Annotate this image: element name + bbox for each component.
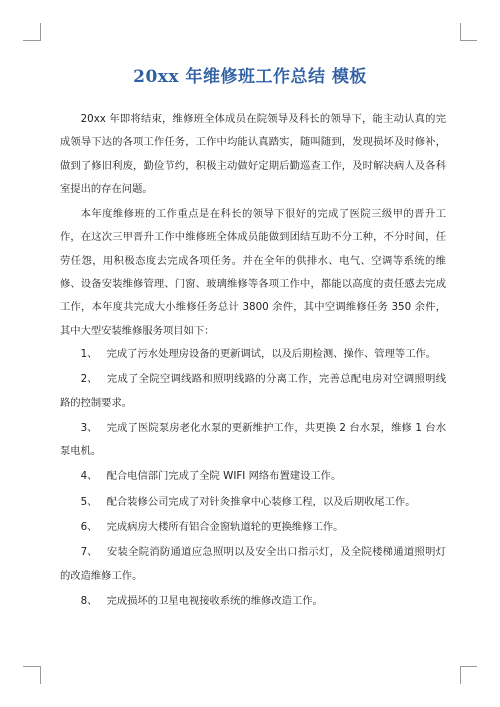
- crop-mark-top-left: [23, 40, 40, 41]
- list-item-text: 安装全院消防通道应急照明以及安全出口指示灯，及全院楼梯通道照明灯的改造维修工作。: [60, 546, 446, 582]
- list-item: [60, 491, 446, 514]
- list-item-number: 1、: [80, 347, 98, 360]
- list-item-text: 完成损坏的卫星电视接收系统的维修改造工作。: [106, 594, 323, 607]
- list-item: [60, 516, 446, 539]
- list-item-text: 完成了污水处理房设备的更新调试，以及后期检测、操作、管理等工作。: [106, 347, 437, 360]
- summary-paragraph: 本年度维修班的工作重点是在科长的领导下很好的完成了医院三级甲的晋升工作，在这次三甲晋升工作中维修班全体成员能做到团结互助不分工种，不分时间，任劳任怨，用积极态度去完成各项任务。并在全年的供排水、电气、空调等系统的维修、设备安装维修管理、门窗、玻璃维修等各项工作中，都能以高度的责任感去完成工作，本年度共完成大小维修任务总计 3800 余件，其中空调维修任务 350 余件，其中大型安装维修服务项目如下：: [60, 208, 446, 337]
- list-item: [60, 368, 446, 415]
- list-item-number: 7、: [80, 546, 98, 559]
- crop-mark-top-left: [40, 23, 41, 41]
- crop-mark-top-right: [460, 40, 477, 41]
- crop-mark-bottom-right: [460, 666, 461, 684]
- list-item-number: 4、: [80, 470, 98, 483]
- list-item-text: 完成病房大楼所有铝合金窗轨道轮的更换维修工作。: [106, 521, 344, 534]
- list-item-number: 2、: [80, 373, 98, 386]
- list-item-number: 6、: [80, 521, 98, 534]
- list-item-number: 8、: [80, 594, 98, 607]
- list-item: [60, 417, 446, 464]
- crop-mark-top-right: [460, 23, 461, 41]
- list-item: [60, 590, 446, 613]
- intro-paragraph: 20xx 年即将结束，维修班全体成员在院领导及科长的领导下，能主动认真的完成领导下达的各项工作任务，工作中均能认真踏实，随叫随到，发现损坏及时修补，做到了修旧利废，勤俭节约，积极主动做好定期后勤巡查工作，及时解决病人及各科室提出的存在问题。: [60, 113, 446, 195]
- document-body: [60, 108, 446, 615]
- list-item-text: 配合装修公司完成了对针灸推拿中心装修工程，以及后期收尾工作。: [106, 495, 416, 508]
- list-item-text: 完成了全院空调线路和照明线路的分离工作，完善总配电房对空调照明线路的控制要求。: [60, 373, 446, 409]
- list-item: [60, 343, 446, 366]
- document-title: 20xx 年维修班工作总结 模板: [133, 67, 367, 87]
- crop-mark-bottom-left: [23, 666, 40, 667]
- crop-mark-bottom-left: [40, 666, 41, 684]
- list-item: [60, 465, 446, 488]
- list-item: [60, 541, 446, 588]
- list-item-text: 完成了医院泵房老化水泵的更新维护工作，共更换 2 台水泵，维修 1 台水泵电机。: [60, 421, 446, 458]
- list-item-number: 5、: [80, 495, 98, 508]
- crop-mark-bottom-right: [460, 666, 477, 667]
- list-item-number: 3、: [80, 421, 98, 434]
- list-item-text: 配合电信部门完成了全院 WIFI 网络布置建设工作。: [106, 470, 342, 483]
